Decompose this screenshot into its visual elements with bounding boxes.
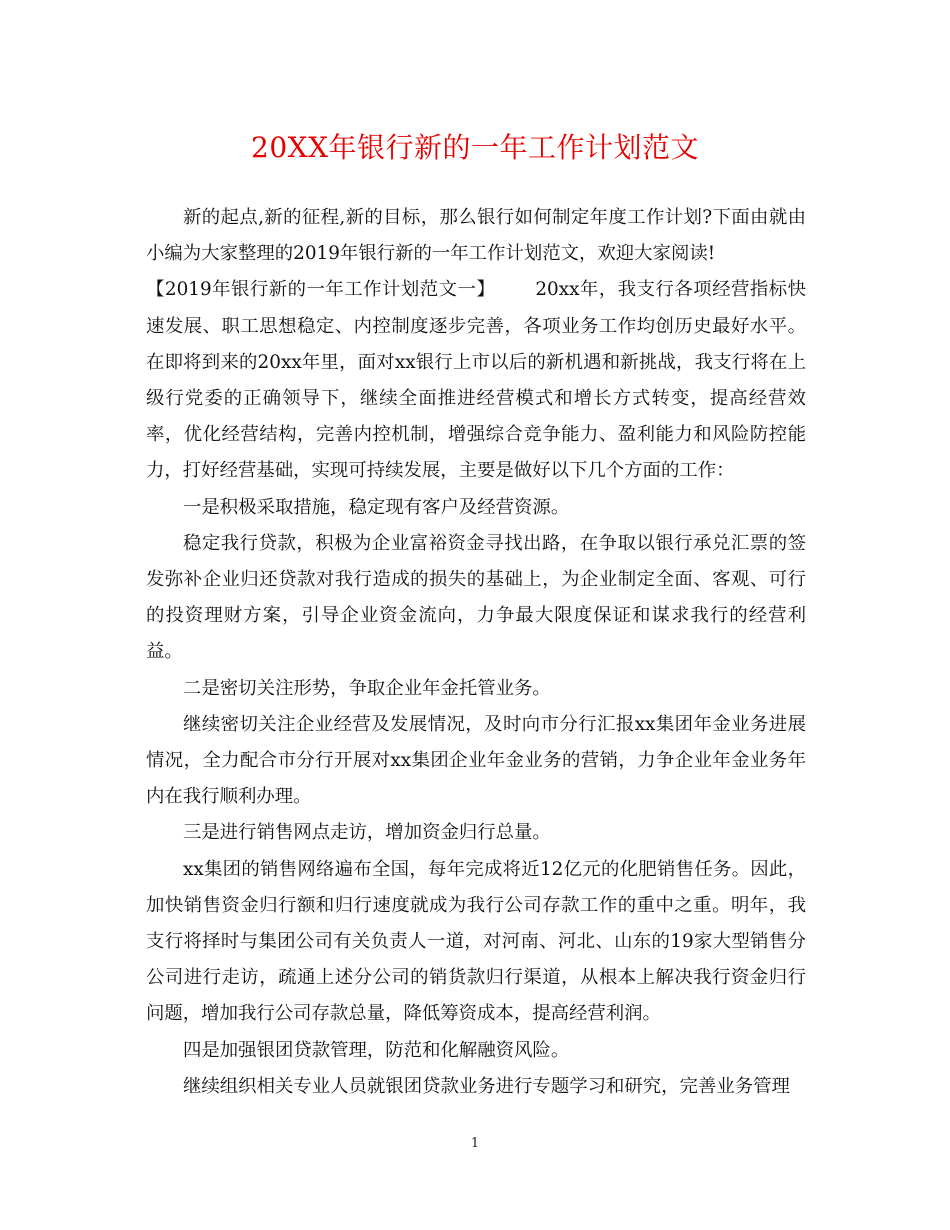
- body-paragraph-1: 稳定我行贷款，积极为企业富裕资金寻找出路，在争取以银行承兑汇票的签发弥补企业归还贷款对我行造成的损失的基础上，为企业制定全面、客观、可行的投资理财方案，引导企业资金流向，力争最大限度保证和谋求我行的经营利益。: [146, 532, 806, 663]
- point-heading-4: 四是加强银团贷款管理，防范和化解融资风险。: [183, 1039, 570, 1061]
- point-heading-3: 三是进行销售网点走访，增加资金归行总量。: [183, 822, 551, 844]
- section-heading: 【2019年银行新的一年工作计划范文一】: [146, 279, 496, 301]
- point-heading-2: 二是密切关注形势，争取企业年金托管业务。: [183, 677, 551, 699]
- section-intro: 20xx年，我支行各项经营指标快速发展、职工思想稳定、内控制度逐步完善，各项业务工作均创历史最好水平。在即将到来的20xx年里，面对xx银行上市以后的新机遇和新挑战，我支行将在上级行党委的正确领导下，继续全面推进经营模式和增长方式转变，提高经营效率，优化经营结构，完善内控机制，增强综合竞争能力、盈利能力和风险防控能力，打好经营基础，实现可持续发展，主要是做好以下几个方面的工作：: [146, 279, 806, 482]
- body-paragraph-4: 继续组织相关专业人员就银团贷款业务进行专题学习和研究，完善业务管理: [183, 1075, 790, 1097]
- section-paragraph: [146, 272, 806, 489]
- body-paragraph-2: 继续密切关注企业经营及发展情况，及时向市分行汇报xx集团年金业务进展情况，全力配合市分行开展对xx集团企业年金业务的营销，力争企业年金业务年内在我行顺利办理。: [146, 713, 806, 808]
- point-heading-1: 一是积极采取措施，稳定现有客户及经营资源。: [183, 496, 570, 518]
- page-number: 1: [470, 1136, 480, 1151]
- document-body: [146, 200, 806, 1105]
- document-title: 20XX年银行新的一年工作计划范文: [251, 131, 699, 164]
- body-paragraph-3: xx集团的销售网络遍布全国，每年完成将近12亿元的化肥销售任务。因此，加快销售资金归行额和归行速度就成为我行公司存款工作的重中之重。明年，我支行将择时与集团公司有关负责人一道，对河南、河北、山东的19家大型销售分公司进行走访，疏通上述分公司的销货款归行渠道，从根本上解决我行资金归行问题，增加我行公司存款总量，降低筹资成本，提高经营利润。: [146, 858, 806, 1025]
- intro-paragraph: 新的起点,新的征程,新的目标，那么银行如何制定年度工作计划?下面由就由小编为大家整理的2019年银行新的一年工作计划范文，欢迎大家阅读!: [146, 207, 806, 265]
